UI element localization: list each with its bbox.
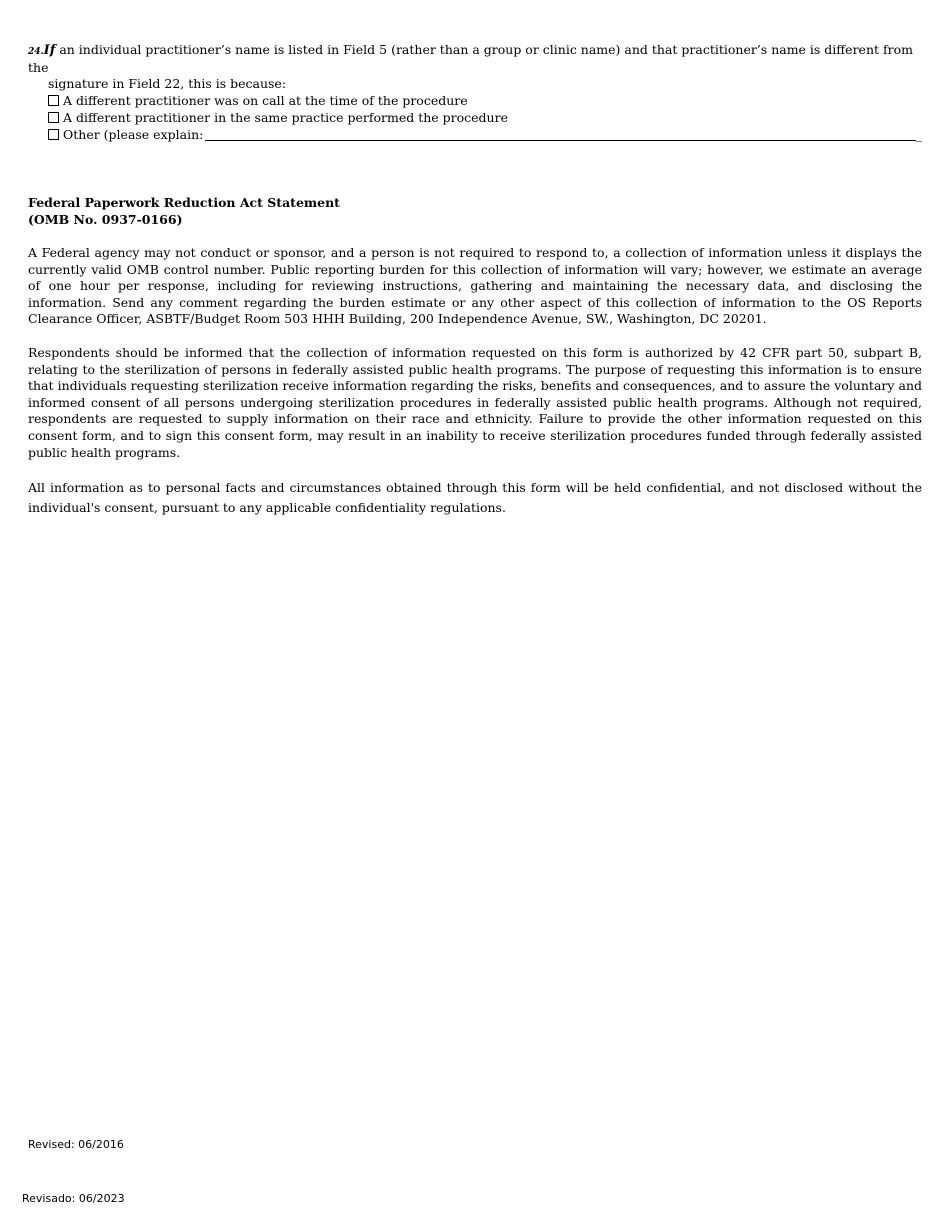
option-same-practice[interactable] [28, 109, 922, 126]
checkbox[interactable] [48, 95, 59, 106]
option-other[interactable] [28, 126, 922, 143]
option-label: A different practitioner was on call at the time of the procedure [63, 92, 468, 108]
paragraph-burden: A Federal agency may not conduct or sponsor, and a person is not required to respond to, a collection of information unless it displays the currently valid OMB control number. Public reporting burden for this collection of information will vary; however, we estimate an average of one hour per response, including for reviewing instructions, gathering and maintaining the necessary data, and disclosing the information. Send any comment regarding the burden estimate or any other aspect of this collection of information to the OS Reports Clearance Officer, ASBTF/Budget Room 503 HHH Building, 200 Independence Avenue, SW., Washington, DC 20201. [28, 245, 922, 327]
question-24-line1 [28, 42, 922, 76]
revisado-date: Revisado: 06/2023 [22, 1192, 125, 1205]
revised-date: Revised: 06/2016 [28, 1138, 124, 1151]
option-on-call[interactable] [28, 92, 922, 109]
statement-heading [28, 194, 922, 228]
checkbox[interactable] [48, 129, 59, 140]
document-page [28, 42, 922, 517]
question-24 [28, 42, 922, 143]
checkbox[interactable] [48, 112, 59, 123]
statement-omb-number: (OMB No. 0937-0166) [28, 212, 183, 227]
other-explain-field[interactable] [205, 128, 915, 141]
option-label: Other (please explain: [63, 126, 204, 142]
trailing-mark: _ [915, 126, 922, 142]
statement-title: Federal Paperwork Reduction Act Statement [28, 195, 340, 210]
question-text-line2: signature in Field 22, this is because: [48, 76, 287, 91]
question-text-line1: an individual practitioner’s name is listed in Field 5 (rather than a group or clinic name) and that practitioner’s name is different from the [28, 42, 913, 75]
question-lead: If [43, 43, 56, 58]
paragraph-confidentiality: All information as to personal facts and circumstances obtained through this form will be held confidential, and not disclosed without the individual's consent, pursuant to any applicable confidentiality regulations. [28, 480, 922, 515]
paragraph-authority: Respondents should be informed that the collection of information requested on this form is authorized by 42 CFR part 50, subpart B, relating to the sterilization of persons in federally assisted public health programs. The purpose of requesting this information is to ensure that individuals requesting sterilization receive information regarding the risks, benefits and consequences, and to assure the voluntary and informed consent of all persons undergoing sterilization procedures in federally assisted public health programs. Although not required, respondents are requested to supply information on their race and ethnicity. Failure to provide the other information requested on this consent form, and to sign this consent form, may result in an inability to receive sterilization procedures funded through federally assisted public health programs. [28, 344, 922, 460]
question-number: 24. [28, 47, 44, 57]
option-label: A different practitioner in the same practice performed the procedure [63, 109, 508, 125]
